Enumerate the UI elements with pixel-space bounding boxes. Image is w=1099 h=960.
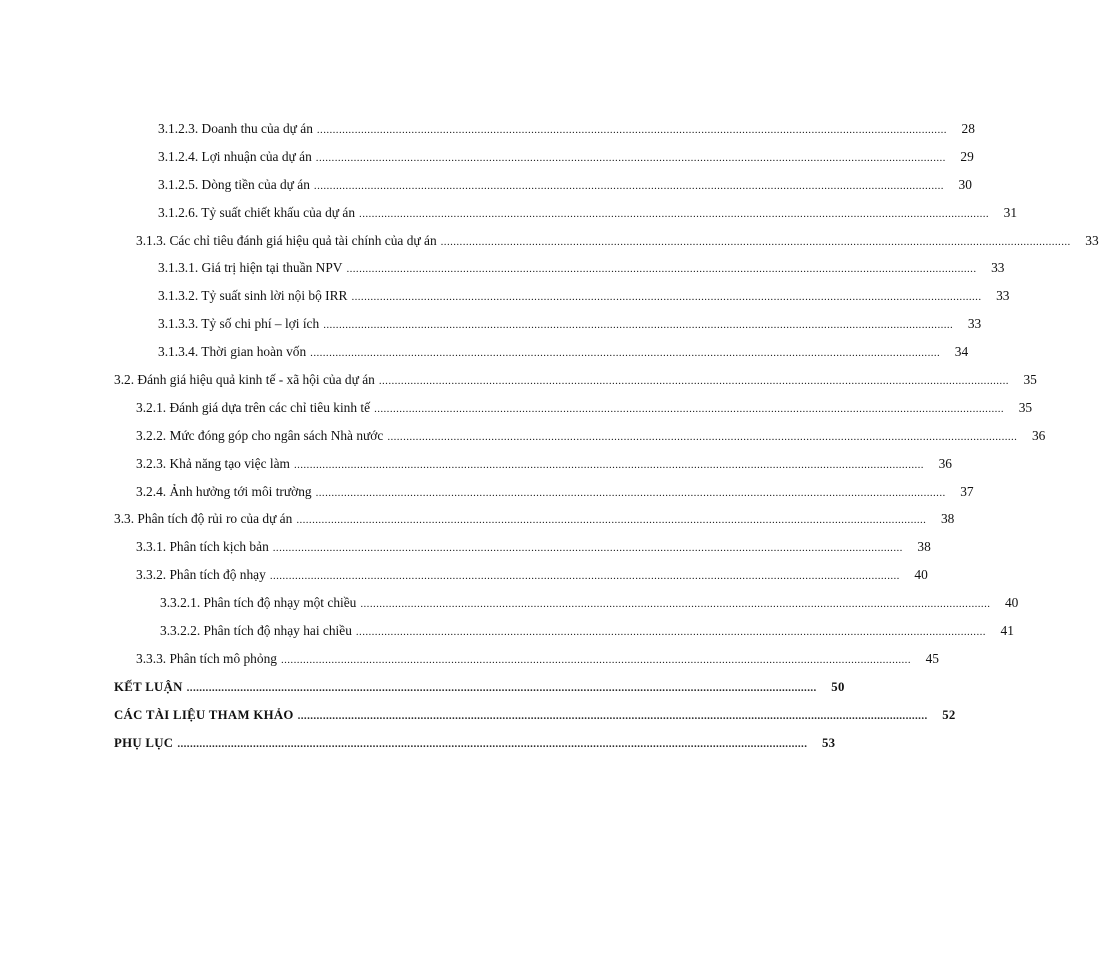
toc-dot-leader: ........................................................................................................................................................................................................ — [280, 653, 911, 666]
toc-entry-3-1-2-4[interactable] — [0, 144, 974, 172]
toc-dot-leader: ........................................................................................................................................................................................................ — [313, 179, 944, 192]
toc-entry-3-3-1[interactable] — [0, 534, 931, 562]
toc-entry-title: 3.2.2. Mức đóng góp cho ngân sách Nhà nước — [136, 427, 384, 443]
table-of-contents — [0, 116, 1099, 757]
toc-page-number: 50 — [831, 679, 845, 694]
toc-entry-3-1-2-3[interactable] — [0, 116, 975, 144]
toc-entry-title: 3.1.2.5. Dòng tiền của dự án — [158, 176, 310, 192]
toc-dot-leader: ........................................................................................................................................................................................................ — [355, 626, 986, 639]
toc-page-number: 38 — [940, 511, 955, 527]
toc-page-number: 52 — [942, 707, 956, 722]
toc-page-number: 33 — [996, 288, 1010, 304]
toc-dot-leader: ........................................................................................................................................................................................................ — [316, 124, 947, 136]
toc-entry-3-2-2[interactable] — [0, 423, 1046, 451]
toc-page-number: 41 — [1000, 623, 1014, 639]
toc-dot-leader: ........................................................................................................................................................................................................ — [297, 709, 928, 722]
toc-page-number: 36 — [938, 455, 952, 471]
toc-entry-3-2-3[interactable] — [0, 451, 952, 479]
toc-entry-title: CÁC TÀI LIỆU THAM KHẢO — [114, 707, 294, 722]
toc-entry-title: KẾT LUẬN — [114, 679, 183, 694]
toc-dot-leader: ........................................................................................................................................................................................................ — [177, 737, 808, 750]
toc-entry-3-1-3-4[interactable] — [0, 339, 969, 367]
toc-entry-3-1-3[interactable] — [0, 228, 1099, 256]
toc-dot-leader: ........................................................................................................................................................................................................ — [269, 570, 900, 583]
toc-entry-3-2-1[interactable] — [0, 395, 1033, 423]
toc-entry-title: 3.3.2.2. Phân tích độ nhạy hai chiều — [160, 623, 352, 639]
toc-page-number: 53 — [821, 735, 836, 750]
toc-page-number: 35 — [1018, 399, 1033, 415]
toc-page-number: 37 — [960, 483, 974, 499]
toc-entry-3-1-3-1[interactable] — [0, 255, 1005, 283]
toc-entry-title: 3.3.2. Phân tích độ nhạy — [136, 567, 266, 583]
toc-entry-title: 3.1.3.4. Thời gian hoàn vốn — [158, 344, 307, 360]
toc-dot-leader: ........................................................................................................................................................................................................ — [293, 458, 924, 471]
toc-page-number: 33 — [991, 260, 1005, 276]
toc-dot-leader: ........................................................................................................................................................................................................ — [346, 263, 977, 276]
toc-dot-leader: ........................................................................................................................................................................................................ — [323, 319, 954, 332]
toc-entry-title: 3.1.2.4. Lợi nhuận của dự án — [158, 148, 312, 164]
toc-page-number: 29 — [960, 148, 974, 164]
toc-entry-3-3-3[interactable] — [0, 646, 939, 674]
toc-entry-3-1-3-3[interactable] — [0, 311, 982, 339]
toc-entry-title: 3.3. Phân tích độ rủi ro của dự án — [114, 511, 293, 527]
toc-entry-3-2-4[interactable] — [0, 479, 974, 507]
toc-dot-leader: ........................................................................................................................................................................................................ — [359, 207, 990, 220]
toc-dot-leader: ........................................................................................................................................................................................................ — [378, 375, 1009, 388]
toc-entry-phu-luc[interactable] — [0, 730, 836, 758]
toc-dot-leader: ........................................................................................................................................................................................................ — [296, 514, 927, 527]
toc-entry-title: 3.1.3.1. Giá trị hiện tại thuần NPV — [158, 260, 343, 276]
toc-entry-title: 3.1.3.2. Tỷ suất sinh lời nội bộ IRR — [158, 288, 348, 304]
toc-entry-3-1-3-2[interactable] — [0, 283, 1010, 311]
toc-entry-3-1-2-5[interactable] — [0, 172, 972, 200]
toc-entry-3-3-2[interactable] — [0, 562, 928, 590]
toc-page-number: 33 — [967, 316, 982, 332]
toc-dot-leader: ........................................................................................................................................................................................................ — [360, 598, 991, 611]
toc-page-number: 45 — [925, 650, 939, 666]
toc-dot-leader: ........................................................................................................................................................................................................ — [310, 347, 941, 360]
toc-entry-title: 3.3.1. Phân tích kịch bản — [136, 539, 269, 555]
toc-page-number: 40 — [1004, 595, 1019, 611]
toc-dot-leader: ........................................................................................................................................................................................................ — [272, 542, 903, 555]
toc-page-number: 34 — [954, 344, 969, 360]
toc-entry-title: 3.3.3. Phân tích mô phỏng — [136, 650, 277, 666]
toc-page-number: 31 — [1003, 204, 1018, 220]
toc-entry-ket-luan[interactable] — [0, 674, 845, 702]
toc-entry-title: 3.2.3. Khả năng tạo việc làm — [136, 455, 290, 471]
toc-page-number: 38 — [917, 539, 931, 555]
toc-page-number: 28 — [961, 121, 975, 136]
toc-dot-leader: ........................................................................................................................................................................................................ — [315, 486, 946, 499]
toc-entry-3-2[interactable] — [0, 367, 1037, 395]
toc-entry-title: PHỤ LỤC — [114, 735, 174, 750]
toc-dot-leader: ........................................................................................................................................................................................................ — [374, 402, 1005, 415]
toc-dot-leader: ........................................................................................................................................................................................................ — [440, 235, 1071, 248]
toc-entry-title: 3.1.3. Các chỉ tiêu đánh giá hiệu quả tài chính của dự án — [136, 232, 437, 248]
toc-dot-leader: ........................................................................................................................................................................................................ — [351, 291, 982, 304]
toc-entry-3-3-2-1[interactable] — [0, 590, 1019, 618]
toc-page-number: 36 — [1031, 427, 1046, 443]
toc-entry-title: 3.2.4. Ảnh hưởng tới môi trường — [136, 483, 312, 499]
toc-page-number: 33 — [1085, 232, 1099, 248]
toc-entry-3-3[interactable] — [0, 506, 955, 534]
toc-entry-title: 3.3.2.1. Phân tích độ nhạy một chiều — [160, 595, 357, 611]
toc-entry-3-1-2-6[interactable] — [0, 200, 1018, 228]
toc-entry-3-3-2-2[interactable] — [0, 618, 1014, 646]
toc-entry-title: 3.2. Đánh giá hiệu quả kinh tế - xã hội của dự án — [114, 372, 375, 388]
toc-page-number: 40 — [914, 567, 928, 583]
toc-entry-title: 3.1.3.3. Tỷ số chi phí – lợi ích — [158, 316, 320, 332]
toc-page-number: 30 — [958, 176, 972, 192]
toc-entry-title: 3.2.1. Đánh giá dựa trên các chỉ tiêu kinh tế — [136, 399, 371, 415]
toc-dot-leader: ........................................................................................................................................................................................................ — [315, 151, 946, 164]
toc-entry-title: 3.1.2.6. Tỷ suất chiết khấu của dự án — [158, 204, 356, 220]
toc-entry-tai-lieu-tham-khao[interactable] — [0, 702, 956, 730]
toc-dot-leader: ........................................................................................................................................................................................................ — [186, 681, 817, 694]
toc-entry-title: 3.1.2.3. Doanh thu của dự án — [158, 121, 313, 136]
toc-page-number: 35 — [1023, 372, 1037, 388]
toc-dot-leader: ........................................................................................................................................................................................................ — [387, 430, 1018, 443]
